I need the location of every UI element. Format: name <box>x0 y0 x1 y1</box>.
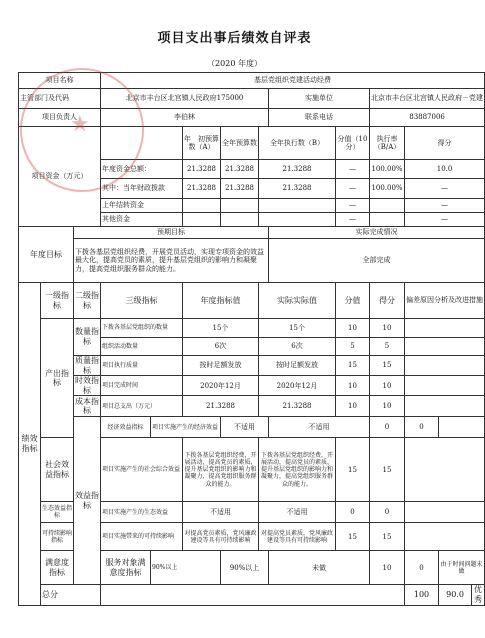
h-reason: 偏差原因分析及改进措施 <box>405 283 485 319</box>
cell: 10 <box>370 376 405 396</box>
leader-value: 李伯林 <box>101 109 269 127</box>
cell: 15 <box>370 523 405 551</box>
seal-star-icon: ★ <box>70 112 90 137</box>
cell: 10 <box>336 396 370 417</box>
unit-label: 实施单位 <box>269 89 370 109</box>
cell: 21.3288 <box>259 160 336 179</box>
project-name-label: 项目名称 <box>19 73 101 89</box>
cell: 项目实施产生的生态效益 <box>101 502 183 523</box>
project-name: 基层党组织党建活动经费 <box>101 73 485 89</box>
cell: 0 <box>370 417 405 438</box>
cell: 0 <box>370 502 405 523</box>
cell: 5 <box>336 338 370 356</box>
row-fiscal-label: 其中：当年财政拨款 <box>101 179 183 199</box>
cell: 100.00% <box>370 160 405 179</box>
total-score-val: 100 <box>405 585 439 605</box>
cell: — <box>336 179 370 199</box>
funds-label: 项目资金（万元） <box>19 127 101 227</box>
phone-value: 83887006 <box>370 109 485 127</box>
cell: 10 <box>336 376 370 396</box>
cell: 10 <box>370 551 405 585</box>
actual-text: 全部完成 <box>269 239 485 283</box>
cell: 下拨各基层党组织的数量 <box>101 319 183 338</box>
cell: 不适用 <box>259 502 336 523</box>
cell: — <box>336 199 370 213</box>
h-l2: 二级指标 <box>74 283 101 319</box>
cell: 90%以上 <box>221 551 269 585</box>
cell: 15个 <box>259 319 336 338</box>
cell: 对提高党员素质，党风廉政建设等具有可持续影响 <box>183 523 259 551</box>
cell: 2020年12月 <box>259 376 336 396</box>
col-score: 得分 <box>405 127 485 160</box>
dept-value: 北京市丰台区北宫镇人民政府175000 <box>101 89 269 109</box>
cell: 项目执行质量 <box>101 356 183 376</box>
cell: 15 <box>370 356 405 376</box>
cell: — <box>336 160 370 179</box>
col-score-val: 分值（10分） <box>336 127 370 160</box>
cell: 100.00% <box>370 179 405 199</box>
year-subtitle: （2020 年度） <box>207 59 262 68</box>
cell: 经济效益指标 <box>101 417 151 438</box>
cell: 2020年12月 <box>183 376 259 396</box>
cell: 15 <box>336 438 370 502</box>
cell: 10 <box>370 396 405 417</box>
cell: 不适用 <box>183 502 259 523</box>
cell: 按时足额发放 <box>259 356 336 376</box>
cell: 21.3288 <box>259 179 336 199</box>
col-budget: 年 初预算数（A） <box>183 127 221 160</box>
cell: 15个 <box>183 319 259 338</box>
cell: — <box>405 213 485 227</box>
cell: 0 <box>336 502 370 523</box>
cell: 5 <box>370 338 405 356</box>
cell: 生态效益指标 <box>41 502 74 523</box>
cell: 项目实施产生的经济效益 <box>151 417 221 438</box>
actual-label: 实际完成情况 <box>269 227 485 239</box>
cell: 按时足额发放 <box>183 356 259 376</box>
cell: 0 <box>405 551 439 585</box>
cell: 0 <box>405 417 439 438</box>
expected-label: 预期目标 <box>74 227 269 239</box>
output-label: 产出指标 <box>41 319 74 438</box>
cell: 10.0 <box>405 160 485 179</box>
cell: 项目实施产生的社会综合效益 <box>101 438 183 502</box>
col-exec: 全年执行数（B） <box>259 127 336 160</box>
cell: 项目实施带来的可持续影响 <box>101 523 183 551</box>
cell: 21.3288 <box>221 179 259 199</box>
cell: 21.3288 <box>259 396 336 417</box>
cell: 6次 <box>259 338 336 356</box>
col-rate: 执行率（B/A） <box>370 127 405 160</box>
row-other-label: 其他资金 <box>101 213 183 227</box>
cell: 15 <box>370 438 405 502</box>
h-l1: 一级指标 <box>41 283 74 319</box>
total-grade: 优秀 <box>472 585 485 605</box>
cell: 90%以上 <box>151 551 221 585</box>
cell: 15 <box>336 523 370 551</box>
cell: 21.3288 <box>221 160 259 179</box>
cell: 不适用 <box>269 417 370 438</box>
row-carry-label: 上年结转资金 <box>101 199 183 213</box>
perf-label: 绩效指标 <box>19 283 41 606</box>
h-score-val: 分值 <box>336 283 370 319</box>
cell: 可持续影响指标 <box>41 523 74 551</box>
total-label: 总分 <box>41 585 101 605</box>
cell: 下拨各基层党组织经费，开展活动，提高党员的素质，提升基层党组织的影响力和凝聚力，提高党组织服务群众的能力。 <box>259 438 336 502</box>
h-actual: 实际实际值 <box>259 283 336 319</box>
cell: — <box>336 213 370 227</box>
goal-label: 年度目标 <box>19 227 74 283</box>
qty-label: 数量指标 <box>74 319 101 356</box>
cell: 项目完成时间 <box>101 376 183 396</box>
page-title: 项目支出事后绩效自评表 <box>157 31 312 46</box>
col-full-budget: 全年预算数 <box>221 127 259 160</box>
cell: 6次 <box>183 338 259 356</box>
cell: 15 <box>336 356 370 376</box>
cell: 成本指标 <box>75 396 99 416</box>
cell: 质量指标 <box>75 356 99 375</box>
evaluation-table <box>18 72 485 606</box>
expected-text: 下拨各基层党组织经费，开展党员活动，实现专项资金的效益最大化，提高党员的素质，提升基层党组织的影响力和凝聚力，提高党组织服务群众的能力。 <box>74 239 269 283</box>
cell: 10 <box>370 319 405 338</box>
cell: 时效指标 <box>75 376 99 395</box>
cell: 项目总支出（万元） <box>101 396 183 417</box>
cell: 下拨各基层党组织经费，开展活动，提高党员的素质，提升基层党组织的影响力和凝聚力，提高党组织服务群众的能力。 <box>183 438 259 502</box>
cell: 对提高党员素质，党风廉政建设等具有可持续影响 <box>259 523 336 551</box>
cell: 未做 <box>269 551 370 585</box>
cell: 10 <box>336 319 370 338</box>
cell: 21.3288 <box>183 396 259 417</box>
leader-label: 项目负责人 <box>19 109 101 127</box>
cell: 服务对象满意度指标 <box>101 551 151 585</box>
cell: 不适用 <box>221 417 269 438</box>
phone-label: 联系电话 <box>269 109 370 127</box>
h-target: 年度指标值 <box>183 283 259 319</box>
cell: 21.3288 <box>183 179 221 199</box>
row-total-label: 年度资金总额： <box>101 160 183 179</box>
cell: 组织活动数量 <box>101 338 183 356</box>
cell: 社会效益指标 <box>41 438 74 502</box>
total-score: 90.0 <box>439 585 472 605</box>
cell: — <box>405 199 485 213</box>
cell: — <box>405 179 485 199</box>
unit-value: 北京市丰台区北宫镇人民政府－党建 <box>370 89 485 109</box>
cell: 由于时间问题未做 <box>439 551 485 585</box>
dept-label: 主管部门及代码 <box>19 89 101 109</box>
h-l3: 三级指标 <box>101 283 183 319</box>
benefit-label: 效益指标 <box>74 417 101 585</box>
h-score: 得分 <box>370 283 405 319</box>
satisfaction-label: 满意度指标 <box>41 551 74 585</box>
cell: 21.3288 <box>183 160 221 179</box>
